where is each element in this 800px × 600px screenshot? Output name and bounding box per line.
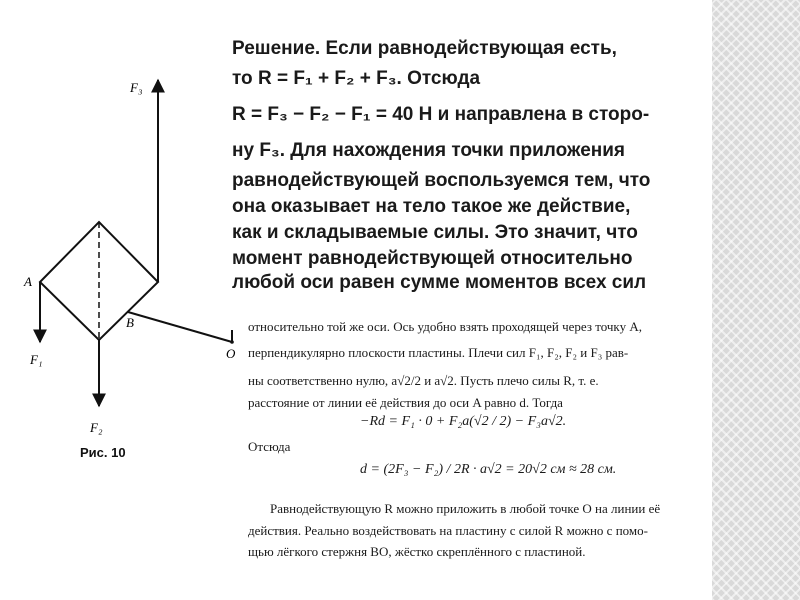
small-line-1: относительно той же оси. Ось удобно взять проходящей через точку A, (248, 319, 642, 334)
final-line-2: действия. Реально воздействовать на пластину с силой R можно с помо- (248, 523, 648, 538)
small-line-3: ны соответственно нулю, a√2/2 и a√2. Пусть плечо силы R, т. е. (248, 373, 599, 388)
big-line-5: равнодействующей воспользуемся тем, что (232, 170, 651, 191)
figure-caption: Рис. 10 (80, 445, 126, 460)
big-line-4: ну F₃. Для нахождения точки приложения (232, 140, 626, 161)
big-line-6: она оказывает на тело такое же действие, (232, 196, 631, 217)
small-line-2: перпендикулярно плоскости пластины. Плечи сил F₁, F₂, F₂ и F₃ рав- (248, 345, 629, 360)
point-o (230, 340, 234, 344)
big-line-7: как и складываемые силы. Это значит, что (232, 222, 638, 243)
otsyuda-label: Отсюда (248, 439, 291, 454)
big-line-9: любой оси равен сумме моментов всех сил (232, 272, 647, 293)
label-o: O (226, 346, 236, 361)
small-line-4: расстояние от линии её действия до оси A равно d. Тогда (248, 395, 563, 410)
label-b: B (126, 315, 134, 330)
equation-2: d = (2F₃ − F₂) / 2R · a√2 = 20√2 см ≈ 28 см. (360, 462, 617, 477)
decorative-side-pattern (712, 0, 800, 600)
force-diagram (0, 60, 260, 480)
label-f3: F₃ (130, 80, 143, 95)
label-f2: F₂ (90, 420, 103, 435)
label-a: A (24, 274, 32, 289)
big-line-8: момент равнодействующей относительно (232, 248, 633, 269)
rod-bo (128, 312, 232, 342)
big-line-3: R = F₃ − F₂ − F₁ = 40 Н и направлена в сторо- (232, 104, 650, 125)
label-f1: F₁ (30, 352, 43, 367)
final-line-3: щью лёгкого стержня BO, жёстко скреплённого с пластиной. (248, 544, 586, 559)
equation-1: −Rd = F₁ · 0 + F₂a(√2 / 2) − F₃a√2. (360, 414, 567, 429)
final-line-1: Равнодействующую R можно приложить в любой точке O на линии её (270, 501, 661, 516)
big-line-1: Решение. Если равнодействующая есть, (232, 38, 617, 59)
big-line-2: то R = F₁ + F₂ + F₃. Отсюда (232, 68, 481, 89)
